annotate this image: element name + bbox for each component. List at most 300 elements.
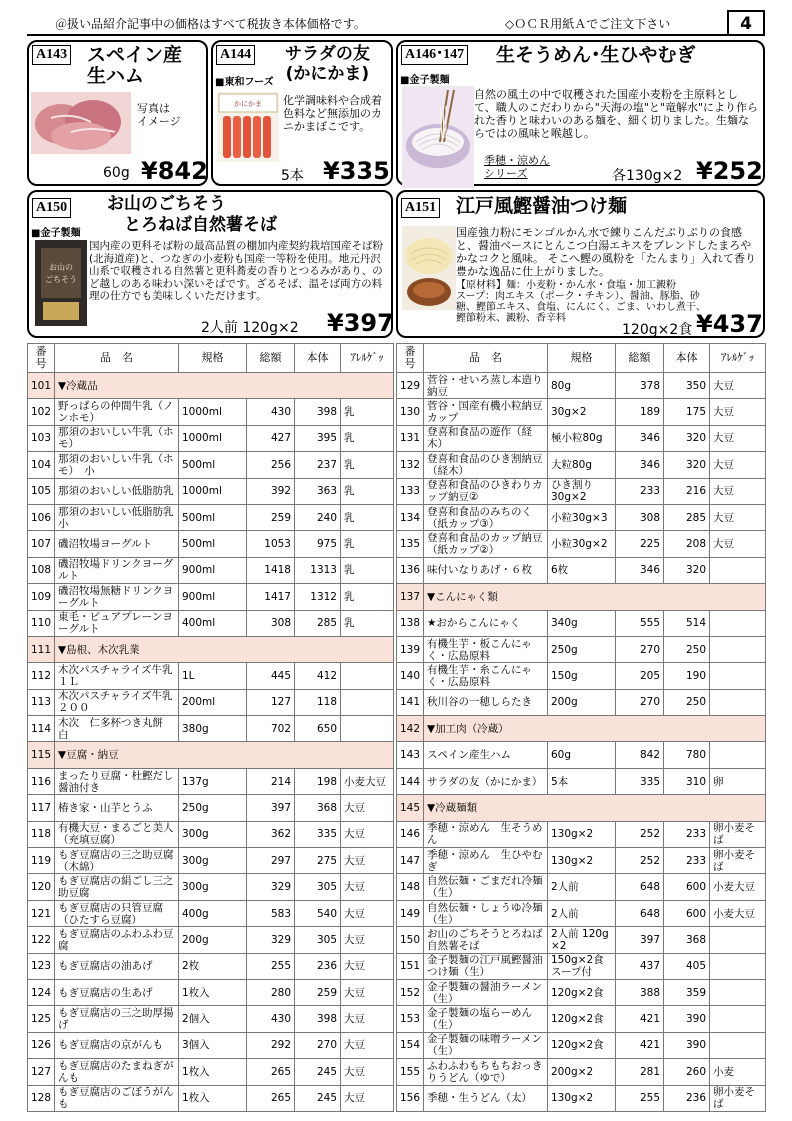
table-row — [28, 689, 394, 715]
item-base-price: 270 — [295, 1032, 341, 1058]
item-base-price: 310 — [664, 768, 710, 794]
item-total-price: 648 — [616, 874, 664, 900]
item-spec: 340g — [548, 610, 616, 636]
product-code: A151 — [401, 198, 440, 218]
table-row — [28, 953, 394, 979]
item-number: 111 — [28, 636, 55, 662]
table-row — [397, 663, 766, 689]
item-allergen: 大豆 — [710, 452, 766, 478]
table-row — [28, 584, 394, 610]
item-spec: 300g — [179, 874, 247, 900]
item-number: 102 — [28, 399, 55, 425]
item-spec: 2人前 — [548, 874, 616, 900]
item-number: 143 — [397, 742, 424, 768]
item-total-price: 255 — [247, 953, 295, 979]
item-total-price: 270 — [616, 689, 664, 715]
item-number: 141 — [397, 689, 424, 715]
page-number: 4 — [727, 10, 765, 36]
item-name: もぎ豆腐店のごぼうがんも — [55, 1085, 179, 1111]
item-total-price: 430 — [247, 399, 295, 425]
item-number: 105 — [28, 478, 55, 504]
item-allergen — [710, 610, 766, 636]
item-base-price: 237 — [295, 452, 341, 478]
item-total-price: 189 — [616, 399, 664, 425]
product-description: 国産強力粉にモンゴルかん水で練りこんだぷりぷりの食感と、醤油ベースにとんこつ白湯エキスをブレンドしたまろやかなコクと風味。 そこへ鰹の風粉を「たんまり」入れて香り豊かな逸品に仕上がりました。 — [456, 226, 757, 278]
item-number: 139 — [397, 636, 424, 662]
item-allergen — [710, 1006, 766, 1032]
item-spec: 5本 — [548, 768, 616, 794]
item-total-price: 346 — [616, 557, 664, 583]
item-allergen: 大豆 — [341, 953, 394, 979]
item-number: 130 — [397, 399, 424, 425]
item-total-price: 555 — [616, 610, 664, 636]
item-allergen: 小麦 — [710, 1059, 766, 1085]
product-ingredients: 【原材料】麺：小麦粉・かん水・食塩・加工澱粉 スープ：肉エキス（ポーク・チキン）、醤油、豚脂、砂糖、鰹節エキス、食塩、にんにく、ごま、いわし煮干、鰹節粉末、澱粉、香辛料 — [456, 280, 706, 324]
category-row — [397, 795, 766, 821]
item-spec: 1枚入 — [179, 979, 247, 1005]
table-row — [28, 1085, 394, 1111]
item-base-price: 600 — [664, 874, 710, 900]
item-base-price: 208 — [664, 531, 710, 557]
table-row — [28, 425, 394, 451]
item-number: 153 — [397, 1006, 424, 1032]
item-spec: 500ml — [179, 531, 247, 557]
item-total-price: 421 — [616, 1006, 664, 1032]
item-number: 104 — [28, 452, 55, 478]
item-total-price: 388 — [616, 979, 664, 1005]
item-base-price: 118 — [295, 689, 341, 715]
item-number: 126 — [28, 1032, 55, 1058]
item-spec: 2枚 — [179, 953, 247, 979]
product-title: 生そうめん･生ひやむぎ — [496, 44, 696, 66]
table-row — [397, 1006, 766, 1032]
table-row — [28, 768, 394, 794]
item-total-price: 252 — [616, 848, 664, 874]
item-base-price: 395 — [295, 425, 341, 451]
item-name: 自然伝麺・しょうゆ冷麺（生） — [424, 900, 548, 926]
item-base-price: 780 — [664, 742, 710, 768]
item-total-price: 397 — [247, 795, 295, 821]
item-number: 117 — [28, 795, 55, 821]
item-name: もぎ豆腐店の油あげ — [55, 953, 179, 979]
item-spec: 130g×2 — [548, 821, 616, 847]
category-label: ▼冷蔵品 — [55, 373, 394, 399]
item-base-price: 368 — [664, 927, 710, 953]
item-base-price: 390 — [664, 1032, 710, 1058]
item-base-price: 250 — [664, 689, 710, 715]
item-number: 106 — [28, 504, 55, 530]
item-number: 114 — [28, 716, 55, 742]
category-row — [28, 636, 394, 662]
item-spec: 400ml — [179, 610, 247, 636]
table-row — [397, 927, 766, 953]
svg-text:お山の: お山の — [49, 263, 73, 272]
item-spec: 2人前 120g ×2 — [548, 927, 616, 953]
table-row — [397, 979, 766, 1005]
item-number: 134 — [397, 504, 424, 530]
item-spec: 250g — [179, 795, 247, 821]
item-name: 那須のおいしい牛乳（ホモ） — [55, 425, 179, 451]
item-number: 119 — [28, 848, 55, 874]
category-row — [28, 742, 394, 768]
table-row — [397, 848, 766, 874]
item-spec: 2人前 — [548, 900, 616, 926]
item-allergen: 乳 — [341, 584, 394, 610]
item-spec: 3個入 — [179, 1032, 247, 1058]
table-row — [397, 373, 766, 399]
item-number: 145 — [397, 795, 424, 821]
product-quantity: 各130g×2 — [612, 168, 683, 184]
item-allergen: 乳 — [341, 557, 394, 583]
category-label: ▼冷蔵麺類 — [424, 795, 766, 821]
item-spec: 300g — [179, 821, 247, 847]
item-number: 101 — [28, 373, 55, 399]
item-number: 149 — [397, 900, 424, 926]
item-total-price: 346 — [616, 452, 664, 478]
item-spec: 900ml — [179, 584, 247, 610]
item-base-price: 305 — [295, 927, 341, 953]
item-total-price: 378 — [616, 373, 664, 399]
item-base-price: 412 — [295, 663, 341, 689]
item-total-price: 421 — [616, 1032, 664, 1058]
item-total-price: 256 — [247, 452, 295, 478]
table-row — [397, 531, 766, 557]
item-spec: 400g — [179, 900, 247, 926]
item-spec: 大粒80g — [548, 452, 616, 478]
category-label: ▼こんにゃく類 — [424, 584, 766, 610]
ham-photo — [31, 92, 131, 154]
item-total-price: 346 — [616, 425, 664, 451]
product-code: A144 — [216, 45, 255, 65]
item-spec: 150g×2食スープ付 — [548, 953, 616, 979]
item-base-price: 600 — [664, 900, 710, 926]
item-total-price: 205 — [616, 663, 664, 689]
item-base-price: 350 — [664, 373, 710, 399]
item-base-price: 359 — [664, 979, 710, 1005]
item-allergen: 大豆 — [341, 848, 394, 874]
product-title: 江戸風鰹醤油つけ麺 — [456, 195, 628, 217]
item-spec: 200g×2 — [548, 1059, 616, 1085]
table-row — [28, 848, 394, 874]
item-spec: 130g×2 — [548, 1085, 616, 1111]
item-allergen — [710, 557, 766, 583]
table-row — [397, 874, 766, 900]
item-total-price: 1053 — [247, 531, 295, 557]
item-number: 110 — [28, 610, 55, 636]
column-header: 総額 — [616, 344, 664, 373]
item-name: 木次パスチャライズ牛乳２００ — [55, 689, 179, 715]
item-spec: 120g×2食 — [548, 1006, 616, 1032]
item-name: 季穂・生うどん（太） — [424, 1085, 548, 1111]
table-row — [28, 504, 394, 530]
item-spec: 130g×2 — [548, 848, 616, 874]
item-allergen: 乳 — [341, 452, 394, 478]
item-allergen: 大豆 — [341, 927, 394, 953]
item-base-price: 245 — [295, 1085, 341, 1111]
item-allergen: 乳 — [341, 478, 394, 504]
item-name: 有機生芋・板こんにゃく・広島原料 — [424, 636, 548, 662]
product-maker: ■金子製麺 — [31, 228, 81, 239]
item-number: 129 — [397, 373, 424, 399]
column-header: 番号 — [397, 344, 424, 373]
table-row — [28, 821, 394, 847]
item-allergen: 小麦大豆 — [710, 874, 766, 900]
item-allergen: 乳 — [341, 425, 394, 451]
tsukemen-photo — [402, 226, 456, 310]
item-total-price: 362 — [247, 821, 295, 847]
item-allergen: 乳 — [341, 399, 394, 425]
table-header-row — [28, 344, 394, 373]
item-spec: 500ml — [179, 504, 247, 530]
table-row — [397, 1059, 766, 1085]
item-name: 磯沼牧場無糖ドリンクヨーグルト — [55, 584, 179, 610]
table-row — [28, 716, 394, 742]
table-row — [397, 425, 766, 451]
item-name: 東毛・ピュアプレーンヨーグルト — [55, 610, 179, 636]
item-name: 菅谷・国産有機小粒納豆カップ — [424, 399, 548, 425]
table-row — [28, 1006, 394, 1032]
item-number: 125 — [28, 1006, 55, 1032]
item-number: 108 — [28, 557, 55, 583]
item-name: 金子製麺の江戸風鰹醤油つけ麺（生） — [424, 953, 548, 979]
column-header: 品 名 — [55, 344, 179, 373]
product-title: サラダの友 (かにかま) — [285, 44, 370, 84]
item-base-price: 540 — [295, 900, 341, 926]
item-allergen: 大豆 — [710, 531, 766, 557]
item-total-price: 702 — [247, 716, 295, 742]
item-allergen — [710, 689, 766, 715]
item-allergen: 卵小麦そば — [710, 1085, 766, 1111]
column-header: ｱﾚﾙｹﾞｯ — [710, 344, 766, 373]
table-row — [28, 531, 394, 557]
item-name: もぎ豆腐店の京がんも — [55, 1032, 179, 1058]
item-allergen — [710, 927, 766, 953]
item-base-price: 275 — [295, 848, 341, 874]
item-allergen — [341, 689, 394, 715]
item-number: 135 — [397, 531, 424, 557]
table-row — [397, 768, 766, 794]
item-base-price: 398 — [295, 399, 341, 425]
item-spec: ひき割り30g×2 — [548, 478, 616, 504]
item-name: もぎ豆腐店の三之助厚揚げ — [55, 1006, 179, 1032]
photo-note: 写真は イメージ — [137, 102, 181, 128]
item-name: 野っぱらの仲間牛乳（ノンホモ） — [55, 399, 179, 425]
table-row — [397, 452, 766, 478]
item-base-price: 236 — [664, 1085, 710, 1111]
item-spec: 900ml — [179, 557, 247, 583]
product-price: ¥335 — [323, 157, 390, 185]
item-number: 154 — [397, 1032, 424, 1058]
item-allergen — [710, 1032, 766, 1058]
item-total-price: 335 — [616, 768, 664, 794]
item-spec: 6枚 — [548, 557, 616, 583]
item-name: 金子製麺の塩らーめん（生） — [424, 1006, 548, 1032]
header-bar — [27, 10, 765, 36]
item-name: 菅谷・せいろ蒸し本造り納豆 — [424, 373, 548, 399]
item-name: もぎ豆腐店の絹ごし三之助豆腐 — [55, 874, 179, 900]
item-base-price: 233 — [664, 848, 710, 874]
item-name: 椿き家・山芋とうふ — [55, 795, 179, 821]
item-base-price: 975 — [295, 531, 341, 557]
item-base-price: 285 — [295, 610, 341, 636]
item-spec: 1000ml — [179, 478, 247, 504]
table-row — [28, 610, 394, 636]
item-spec: 小粒30g×2 — [548, 531, 616, 557]
item-name: サラダの友（かにかま） — [424, 768, 548, 794]
item-allergen: 大豆 — [710, 478, 766, 504]
somen-photo — [402, 86, 474, 188]
item-name: ★おからこんにゃく — [424, 610, 548, 636]
item-allergen: 小麦大豆 — [710, 900, 766, 926]
item-number: 109 — [28, 584, 55, 610]
table-row — [28, 900, 394, 926]
item-total-price: 329 — [247, 874, 295, 900]
item-name: 那須のおいしい低脂肪乳 — [55, 478, 179, 504]
product-series: 季穂・涼めん シリーズ — [484, 154, 550, 180]
item-total-price: 1418 — [247, 557, 295, 583]
item-base-price: 233 — [664, 821, 710, 847]
item-allergen: 大豆 — [341, 795, 394, 821]
column-header: 規格 — [179, 344, 247, 373]
table-row — [397, 1085, 766, 1111]
item-name: もぎ豆腐店の生あげ — [55, 979, 179, 1005]
table-row — [28, 1059, 394, 1085]
item-total-price: 427 — [247, 425, 295, 451]
item-base-price: 240 — [295, 504, 341, 530]
table-row — [28, 1032, 394, 1058]
item-allergen: 大豆 — [341, 979, 394, 1005]
item-base-price: 514 — [664, 610, 710, 636]
item-spec: 80g — [548, 373, 616, 399]
item-number: 131 — [397, 425, 424, 451]
item-name: 登喜和食品のひきわりカップ納豆② — [424, 478, 548, 504]
item-base-price: 250 — [664, 636, 710, 662]
item-name: 季穂・涼めん 生ひやむぎ — [424, 848, 548, 874]
item-name: 登喜和食品のカップ納豆（紙カップ②） — [424, 531, 548, 557]
item-name: 那須のおいしい低脂肪乳 小 — [55, 504, 179, 530]
item-number: 152 — [397, 979, 424, 1005]
item-total-price: 445 — [247, 663, 295, 689]
item-allergen: 乳 — [341, 610, 394, 636]
item-base-price: 245 — [295, 1059, 341, 1085]
item-allergen: 大豆 — [710, 425, 766, 451]
category-row — [397, 584, 766, 610]
product-card-a144 — [211, 40, 393, 186]
price-list-left — [27, 343, 394, 1112]
item-total-price: 437 — [616, 953, 664, 979]
item-number: 116 — [28, 768, 55, 794]
item-total-price: 1417 — [247, 584, 295, 610]
ocr-note: ◇ＯＣＲ用紙Ａでご注文下さい — [505, 17, 671, 31]
item-number: 144 — [397, 768, 424, 794]
item-name: 木次 仁多杯つき丸餅 白 — [55, 716, 179, 742]
item-number: 140 — [397, 663, 424, 689]
column-header: 総額 — [247, 344, 295, 373]
item-allergen — [710, 663, 766, 689]
table-row — [28, 399, 394, 425]
item-base-price: 363 — [295, 478, 341, 504]
item-allergen — [710, 979, 766, 1005]
table-header-row — [397, 344, 766, 373]
item-number: 115 — [28, 742, 55, 768]
item-name: 磯沼牧場ヨーグルト — [55, 531, 179, 557]
item-base-price: 320 — [664, 452, 710, 478]
table-row — [397, 399, 766, 425]
item-spec: 200ml — [179, 689, 247, 715]
item-total-price: 270 — [616, 636, 664, 662]
table-row — [397, 1032, 766, 1058]
item-number: 147 — [397, 848, 424, 874]
item-number: 151 — [397, 953, 424, 979]
item-number: 142 — [397, 716, 424, 742]
item-number: 155 — [397, 1059, 424, 1085]
table-row — [397, 557, 766, 583]
item-allergen: 大豆 — [341, 1032, 394, 1058]
product-title: お山のごちそう とろねば自然薯そば — [107, 194, 277, 235]
product-quantity: 120g×2食 — [622, 322, 693, 338]
item-number: 137 — [397, 584, 424, 610]
item-allergen: 小麦大豆 — [341, 768, 394, 794]
item-spec: 極小粒80g — [548, 425, 616, 451]
product-price: ¥437 — [696, 310, 763, 338]
item-allergen: 大豆 — [341, 1085, 394, 1111]
item-spec: 小粒30g×3 — [548, 504, 616, 530]
product-price: ¥842 — [141, 157, 208, 185]
item-base-price: 216 — [664, 478, 710, 504]
item-number: 128 — [28, 1085, 55, 1111]
category-row — [397, 716, 766, 742]
item-name: スペイン産生ハム — [424, 742, 548, 768]
table-row — [397, 821, 766, 847]
item-name: ふわふわもちもちおっきりうどん（ゆで） — [424, 1059, 548, 1085]
product-code: A150 — [32, 198, 71, 218]
item-number: 148 — [397, 874, 424, 900]
item-name: もぎ豆腐店の三之助豆腐（木綿） — [55, 848, 179, 874]
item-name: 木次パスチャライズ牛乳１Ｌ — [55, 663, 179, 689]
item-base-price: 320 — [664, 425, 710, 451]
item-allergen — [710, 636, 766, 662]
table-row — [397, 636, 766, 662]
item-spec: 200g — [179, 927, 247, 953]
item-total-price: 225 — [616, 531, 664, 557]
item-name: もぎ豆腐店のふわふわ豆腐 — [55, 927, 179, 953]
column-header: 番号 — [28, 344, 55, 373]
item-allergen — [710, 742, 766, 768]
table-row — [397, 504, 766, 530]
product-quantity: 60g — [103, 165, 130, 181]
item-total-price: 255 — [616, 1085, 664, 1111]
item-allergen: 大豆 — [341, 1006, 394, 1032]
item-name: 有機大豆・まるごと美人（充填豆腐） — [55, 821, 179, 847]
item-spec: 300g — [179, 848, 247, 874]
item-allergen: 大豆 — [341, 1059, 394, 1085]
item-total-price: 430 — [247, 1006, 295, 1032]
item-base-price: 335 — [295, 821, 341, 847]
item-base-price: 320 — [664, 557, 710, 583]
table-row — [28, 452, 394, 478]
table-row — [28, 478, 394, 504]
table-row — [397, 953, 766, 979]
item-name: 秋川谷の一穂しらたき — [424, 689, 548, 715]
item-total-price: 214 — [247, 768, 295, 794]
product-maker: ■金子製麺 — [400, 75, 450, 86]
item-total-price: 233 — [616, 478, 664, 504]
svg-text:ごちそう: ごちそう — [45, 275, 77, 284]
column-header: ｱﾚﾙｹﾞｯ — [341, 344, 394, 373]
item-spec: 500ml — [179, 452, 247, 478]
item-total-price: 265 — [247, 1085, 295, 1111]
soba-package-photo — [35, 240, 87, 326]
